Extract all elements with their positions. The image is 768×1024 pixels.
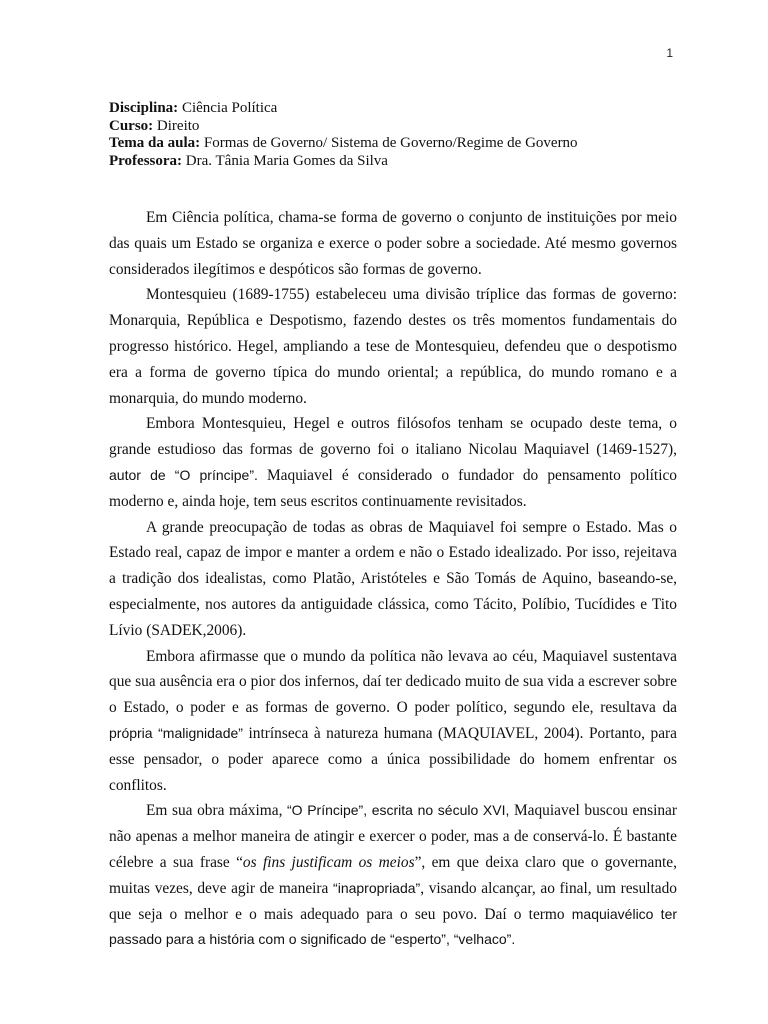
paragraph-3-text-b: autor de “O príncipe”. bbox=[109, 466, 258, 483]
discipline-value: Ciência Política bbox=[178, 100, 278, 116]
paragraph-6-text-f: “inapropriada” bbox=[333, 879, 421, 896]
topic-label: Tema da aula: bbox=[109, 135, 201, 151]
paragraph-6 bbox=[109, 798, 677, 953]
paragraph-5-text-a: Embora afirmasse que o mundo da política não levava ao céu, Maquiavel sustentava que sua ausência era o pior dos infernos, daí ter dedicado muito de sua vida a escrever sobre o Estado, o poder e as formas de governo. O poder político, segundo ele, resultava da bbox=[109, 647, 677, 717]
paragraph-6-text-e: ”, em que deixa claro que o governante, muitas vezes, deve agir de maneira bbox=[109, 853, 677, 897]
teacher-line bbox=[109, 153, 679, 171]
paragraph-4: A grande preocupação de todas as obras de Maquiavel foi sempre o Estado. Mas o Estado real, capaz de impor e manter a ordem e não o Estado idealizado. Por isso, rejeitava a tradição dos idealistas, como Platão, Aristóteles e São Tomás de Aquino, baseando-se, especialmente, nos autores da antiguidade clássica, como Tácito, Políbio, Tucídides e Tito Lívio (SADEK,2006). bbox=[109, 518, 677, 639]
paragraph-6-text-a: Em sua obra máxima, bbox=[146, 802, 288, 820]
paragraph-6-quote: os fins justificam os meios bbox=[242, 853, 415, 871]
paragraph-3 bbox=[109, 411, 677, 514]
course-value: Direito bbox=[153, 117, 200, 134]
course-header bbox=[109, 100, 679, 170]
document-body bbox=[109, 205, 677, 953]
course-label: Curso: bbox=[109, 117, 154, 134]
page-number: 1 bbox=[666, 46, 673, 60]
paragraph-5-text-b: própria “malignidade” bbox=[109, 724, 243, 741]
topic-line bbox=[109, 135, 679, 153]
paragraph-6-text-b: “O Príncipe”, escrita no século XVI, bbox=[287, 802, 510, 819]
paragraph-6-text-h: maquiavélico ter passado para a história com o significado de “esperto”, “velhaco”. bbox=[109, 905, 678, 948]
paragraph-1: Em Ciência política, chama-se forma de governo o conjunto de instituições por meio das quais um Estado se organiza e exerce o poder sobre a sociedade. Até mesmo governos considerados ilegítimos e despóticos são formas de governo. bbox=[109, 209, 677, 278]
teacher-value: Dra. Tânia Maria Gomes da Silva bbox=[182, 152, 388, 169]
discipline-line bbox=[109, 100, 679, 118]
paragraph-3-text-c: Maquiavel é considerado o fundador do pensamento político moderno e, ainda hoje, tem seus escritos continuamente revisitados. bbox=[109, 466, 677, 510]
paragraph-6-text-g: , visando alcançar, ao final, um resultado que seja o melhor e o mais adequado para o seu povo. Daí o termo bbox=[109, 879, 677, 923]
discipline-label: Disciplina: bbox=[109, 100, 179, 116]
paragraph-6-text-c: Maquiavel buscou ensinar não apenas a melhor maneira de atingir e exercer o poder, mas a de conservá-lo. É bastante célebre a sua frase “ bbox=[109, 802, 678, 871]
paragraph-5 bbox=[109, 644, 677, 799]
teacher-label: Professora: bbox=[109, 152, 183, 169]
paragraph-3-text-a: Embora Montesquieu, Hegel e outros filósofos tenham se ocupado deste tema, o grande estudioso das formas de governo foi o italiano Nicolau Maquiavel (1469-1527), bbox=[109, 415, 677, 459]
course-line bbox=[109, 118, 679, 136]
paragraph-5-text-c: intrínseca à natureza humana (MAQUIAVEL, 2004). Portanto, para esse pensador, o poder aparece como a única possibilidade do homem enfrentar os conflitos. bbox=[109, 724, 678, 794]
topic-value: Formas de Governo/ Sistema de Governo/Regime de Governo bbox=[200, 135, 578, 151]
paragraph-2: Montesquieu (1689-1755) estabeleceu uma divisão tríplice das formas de governo: Monarquia, República e Despotismo, fazendo destes os três momentos fundamentais do progresso histórico. Hegel, ampliando a tese de Montesquieu, defendeu que o despotismo era a forma de governo típica do mundo oriental; a república, do mundo romano e a monarquia, do mundo moderno. bbox=[109, 286, 677, 407]
